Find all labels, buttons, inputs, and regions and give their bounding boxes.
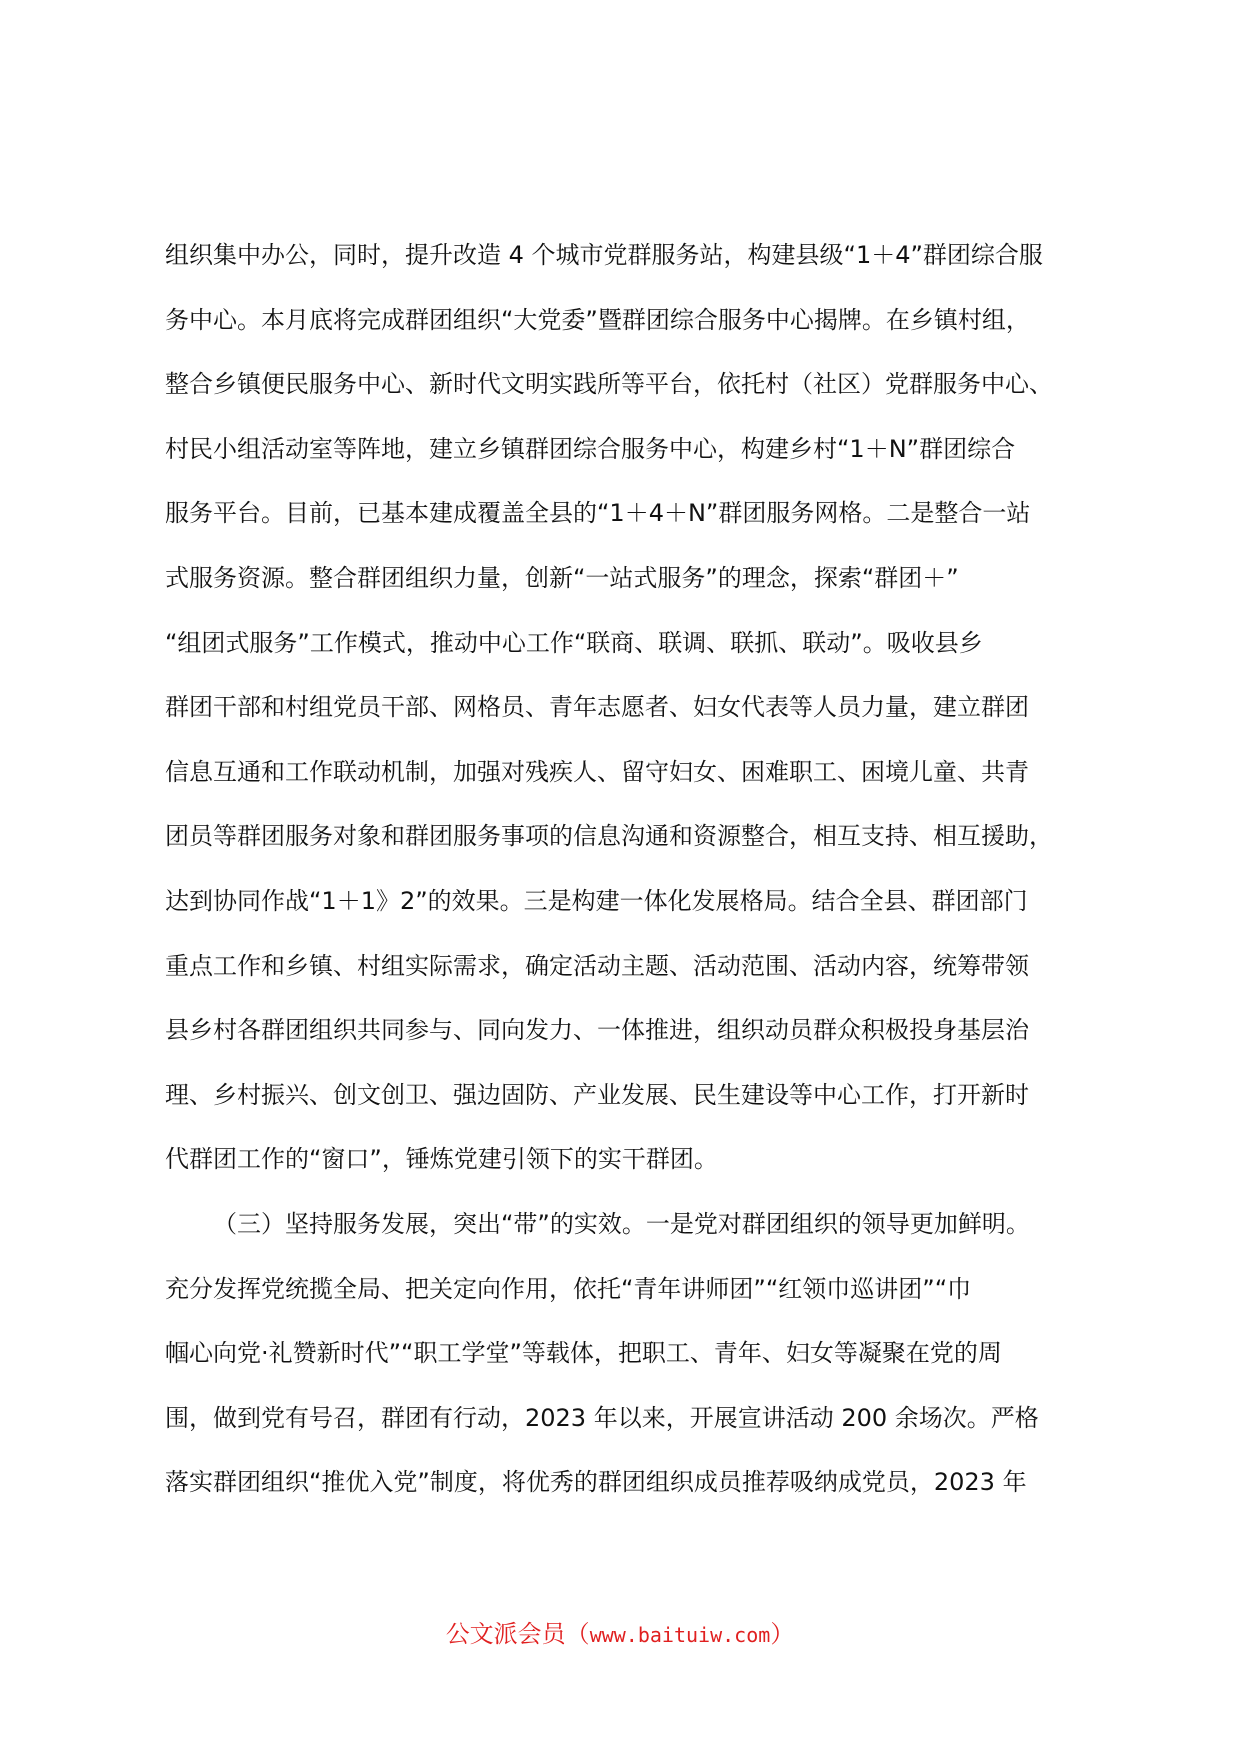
section-heading-line: （三）坚持服务发展，突出“带”的实效。一是党对群团组织的领导更加鲜明。 [213, 1209, 1030, 1238]
footer-watermark [0, 1614, 1240, 1649]
text-line: 代群团工作的“窗口”，锤炼党建引领下的实干群团。 [165, 1145, 718, 1174]
footer-brand: 公文派会员（ [445, 1620, 590, 1648]
text-line: 团员等群团服务对象和群团服务事项的信息沟通和资源整合，相互支持、相互援助， [165, 822, 1053, 851]
footer-close: ） [770, 1620, 795, 1648]
text-line: 整合乡镇便民服务中心、新时代文明实践所等平台，依托村（社区）党群服务中心、 [165, 370, 1053, 399]
text-line: 务中心。本月底将完成群团组织“大党委”暨群团综合服务中心揭牌。在乡镇村组， [165, 305, 1030, 334]
document-body [165, 240, 1095, 1532]
text-line: “组团式服务”工作模式，推动中心工作“联商、联调、联抓、联动”。吸收县乡 [165, 628, 983, 657]
text-line: 信息互通和工作联动机制，加强对残疾人、留守妇女、困难职工、困境儿童、共青 [165, 757, 1029, 786]
text-line: 达到协同作战“1＋1》2”的效果。三是构建一体化发展格局。结合全县、群团部门 [165, 886, 1028, 915]
text-line: 充分发挥党统揽全局、把关定向作用，依托“青年讲师团”“红领巾巡讲团”“巾 [165, 1274, 972, 1303]
text-line: 服务平台。目前，已基本建成覆盖全县的“1＋4＋N”群团服务网格。二是整合一站 [165, 499, 1031, 528]
text-line: 重点工作和乡镇、村组实际需求，确定活动主题、活动范围、活动内容，统筹带领 [165, 951, 1029, 980]
text-line: 理、乡村振兴、创文创卫、强边固防、产业发展、民生建设等中心工作，打开新时 [165, 1080, 1029, 1109]
text-line: 落实群团组织“推优入党”制度，将优秀的群团组织成员推荐吸纳成党员，2023 年 [165, 1468, 1027, 1497]
text-line: 式服务资源。整合群团组织力量，创新“一站式服务”的理念，探索“群团＋” [165, 563, 959, 592]
text-line: 帼心向党·礼赞新时代”“职工学堂”等载体，把职工、青年、妇女等凝聚在党的周 [165, 1339, 1002, 1368]
text-line: 县乡村各群团组织共同参与、同向发力、一体推进，组织动员群众积极投身基层治 [165, 1016, 1029, 1045]
footer-url[interactable]: www.baituiw.com [589, 1623, 771, 1647]
text-line: 村民小组活动室等阵地，建立乡镇群团综合服务中心，构建乡村“1＋N”群团综合 [165, 434, 1016, 463]
text-line: 组织集中办公，同时，提升改造 4 个城市党群服务站，构建县级“1＋4”群团综合服 [165, 241, 1043, 269]
text-line: 围，做到党有号召，群团有行动，2023 年以来，开展宣讲活动 200 余场次。严格 [165, 1403, 1039, 1432]
text-line: 群团干部和村组党员干部、网格员、青年志愿者、妇女代表等人员力量，建立群团 [165, 693, 1029, 722]
